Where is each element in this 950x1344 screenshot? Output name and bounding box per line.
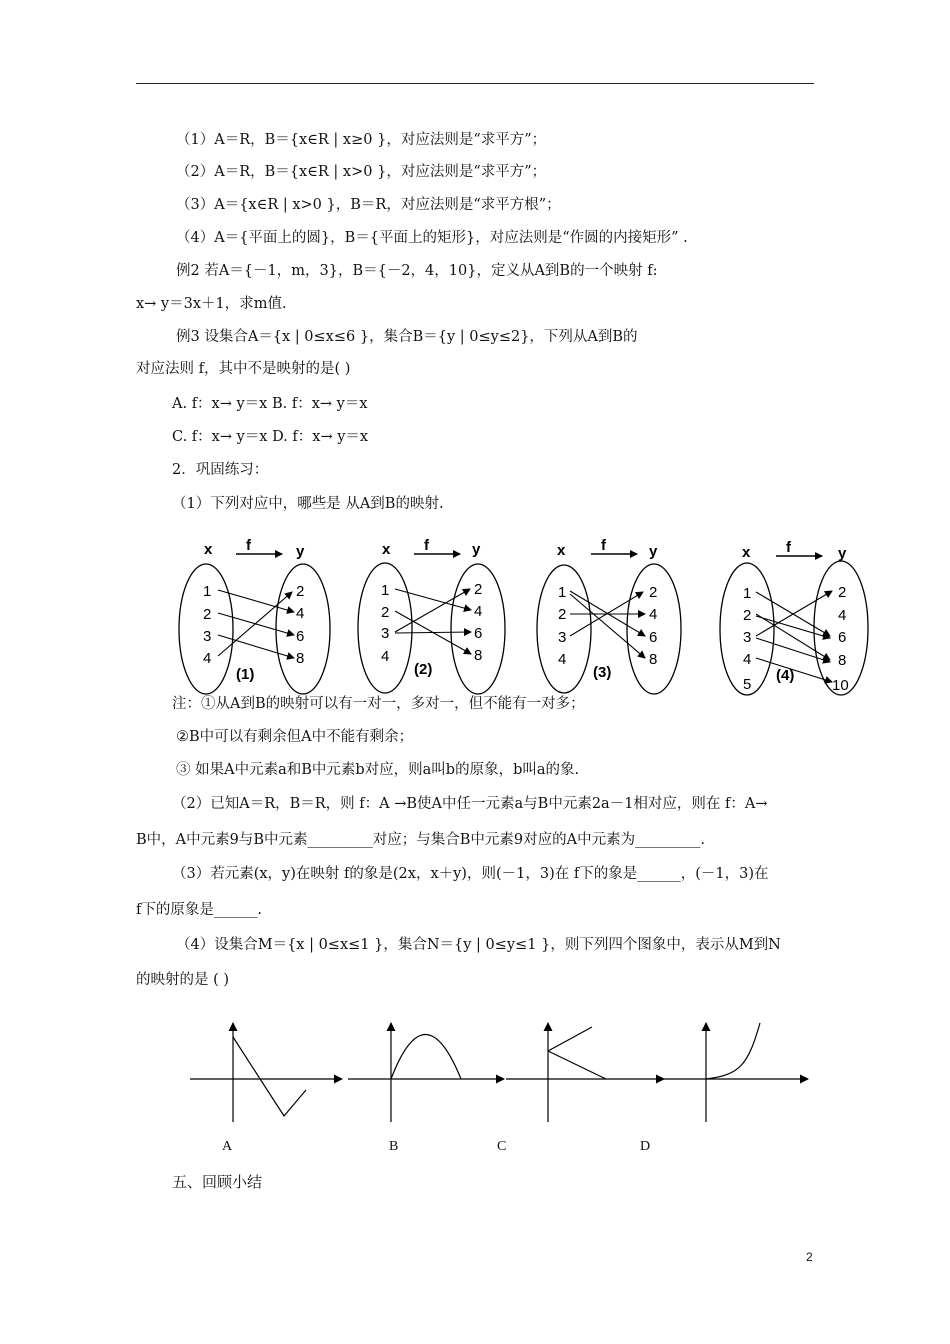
diagram-1-left-4: 4 — [203, 650, 212, 667]
diagram-2-right-1: 2 — [474, 581, 483, 598]
diagram-1-left-1: 1 — [203, 583, 212, 600]
example-2-line-2: x→ y＝3x＋1，求m值. — [136, 296, 287, 312]
practice-question-3-line-2: f下的原象是______. — [136, 902, 262, 918]
note-2: ②B中可以有剩余但A中不能有剩余； — [176, 729, 414, 745]
diagram-4-codomain-ellipse — [814, 561, 868, 695]
diagram-2-y-label: y — [472, 541, 481, 558]
diagram-4-right-2: 4 — [838, 607, 847, 624]
diagram-3-x-label: x — [557, 542, 566, 559]
graph-label-b: B — [389, 1139, 399, 1154]
diagram-3-left-3: 3 — [558, 629, 567, 646]
section-heading: 五、回顾小结 — [172, 1173, 263, 1191]
diagram-3-right-2: 4 — [649, 606, 658, 623]
diagram-1-f-label: f — [246, 537, 251, 554]
practice-question-2-line-2: B中，A中元素9与B中元素_________对应；与集合B中元素9对应的A中元素为_________. — [136, 832, 705, 848]
choices-ab: A. f：x→ y＝x B. f：x→ y＝x — [172, 396, 368, 412]
diagram-1-caption: (1) — [236, 666, 255, 683]
header-rule — [136, 83, 814, 84]
diagram-4-right-3: 6 — [838, 629, 847, 646]
diagram-1 — [179, 537, 330, 694]
diagram-2-left-2: 2 — [381, 604, 390, 621]
choices-cd: C. f：x→ y＝x D. f：x→ y＝x — [172, 429, 369, 445]
diagram-1-right-2: 4 — [296, 605, 305, 622]
diagram-4-y-label: y — [838, 545, 847, 562]
graph-a — [190, 1023, 342, 1122]
practice-question-3-line-1: （3）若元素(x，y)在映射 f的象是(2x，x＋y)，则(－1，3)在 f下的象是______，(－1，3)在 — [172, 866, 769, 882]
graph-label-c: C — [497, 1139, 507, 1154]
diagram-2-left-4: 4 — [381, 648, 390, 665]
diagram-2-right-3: 6 — [474, 625, 483, 642]
note-3: ③ 如果A中元素a和B中元素b对应，则a叫b的原象，b叫a的象. — [176, 762, 580, 778]
graph-d — [664, 1023, 808, 1122]
diagram-4-left-2: 2 — [743, 607, 752, 624]
diagram-4-right-5: 10 — [832, 677, 849, 694]
diagram-3-right-4: 8 — [649, 651, 658, 668]
text-line-1: （1）A＝R，B＝{x∈R | x≥0 }，对应法则是“求平方”； — [176, 132, 547, 148]
diagram-1-right-3: 6 — [296, 628, 305, 645]
diagram-3-right-1: 2 — [649, 584, 658, 601]
diagram-3 — [537, 537, 681, 694]
diagram-1-left-2: 2 — [203, 606, 212, 623]
diagram-2-f-label: f — [424, 537, 429, 554]
graph-label-a: A — [222, 1139, 233, 1154]
diagram-3-left-2: 2 — [558, 606, 567, 623]
diagram-1-x-label: x — [204, 541, 213, 558]
diagram-3-y-label: y — [649, 543, 658, 560]
function-graphs — [180, 1015, 820, 1130]
mapping-diagrams — [170, 532, 890, 712]
graph-label-d: D — [640, 1139, 651, 1154]
diagram-1-right-4: 8 — [296, 650, 305, 667]
diagram-3-left-1: 1 — [558, 584, 567, 601]
diagram-2-left-1: 1 — [381, 582, 390, 599]
text-line-3: （3）A＝{x∈R | x>0 }，B＝R，对应法则是“求平方根”； — [176, 197, 561, 213]
diagram-4-f-label: f — [786, 539, 791, 556]
practice-question-2-line-1: （2）已知A＝R，B＝R，则 f：A →B使A中任一元素a与B中元素2a－1相对应，则在 f：A→ — [172, 796, 768, 812]
note-1: 注：①从A到B的映射可以有一对一，多对一，但不能有一对多； — [172, 696, 585, 712]
diagram-3-f-label: f — [601, 537, 606, 554]
text-line-4: （4）A＝{平面上的圆}，B＝{平面上的矩形}，对应法则是“作圆的内接矩形” . — [176, 230, 688, 246]
diagram-2-x-label: x — [382, 541, 391, 558]
example-2-line-1: 例2 若A＝{－1，m，3}，B＝{－2，4，10}，定义从A到B的一个映射 f: — [176, 263, 658, 279]
diagram-1-right-1: 2 — [296, 583, 305, 600]
page-number: 2 — [806, 1250, 813, 1264]
diagram-1-left-3: 3 — [203, 628, 212, 645]
diagram-4-right-4: 8 — [838, 652, 847, 669]
example-3-line-1: 例3 设集合A＝{x | 0≤x≤6 }，集合B＝{y | 0≤y≤2}，下列从A到B的 — [176, 329, 638, 345]
graph-b — [348, 1023, 504, 1122]
text-line-2: （2）A＝R，B＝{x∈R | x>0 }，对应法则是“求平方”； — [176, 164, 547, 180]
diagram-3-left-4: 4 — [558, 651, 567, 668]
practice-question-4-line-2: 的映射的是 ( ) — [136, 972, 230, 988]
diagram-4-left-3: 3 — [743, 629, 752, 646]
example-3-line-2: 对应法则 f，其中不是映射的是( ) — [136, 361, 351, 377]
diagram-4-caption: (4) — [776, 667, 795, 684]
diagram-4-right-1: 2 — [838, 584, 847, 601]
diagram-2 — [358, 537, 505, 694]
diagram-1-y-label: y — [296, 543, 305, 560]
graph-c — [506, 1023, 664, 1122]
diagram-4-left-1: 1 — [743, 585, 752, 602]
diagram-2-right-2: 4 — [474, 603, 483, 620]
practice-heading: 2．巩固练习： — [172, 462, 269, 478]
diagram-4-left-4: 4 — [743, 651, 752, 668]
diagram-2-right-4: 8 — [474, 647, 483, 664]
diagram-3-caption: (3) — [593, 664, 612, 681]
practice-question-4-line-1: （4）设集合M＝{x | 0≤x≤1 }，集合N＝{y | 0≤y≤1 }，则下列四个图象中，表示从M到N — [176, 937, 781, 953]
diagram-3-right-3: 6 — [649, 629, 658, 646]
diagram-2-caption: (2) — [414, 661, 433, 678]
diagram-4 — [720, 539, 868, 695]
diagram-4-left-5: 5 — [743, 676, 752, 693]
diagram-4-x-label: x — [742, 544, 751, 561]
practice-question-1: （1）下列对应中，哪些是 从A到B的映射. — [172, 496, 444, 512]
diagram-2-left-3: 3 — [381, 625, 390, 642]
